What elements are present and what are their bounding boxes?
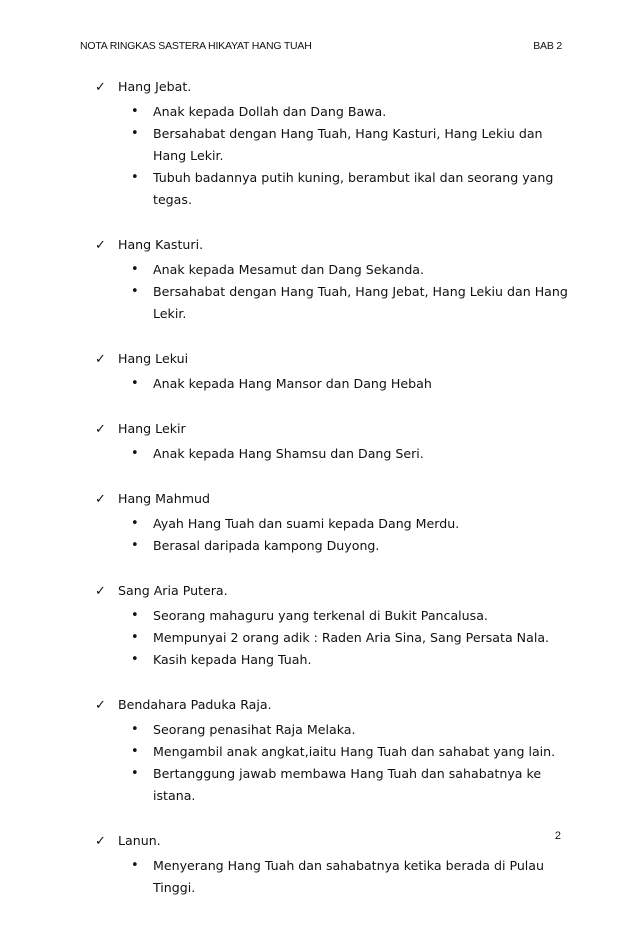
page-header	[80, 40, 562, 52]
section-title: Hang Jebat.	[118, 79, 192, 94]
bullet-item: • Anak kepada Hang Mansor dan Dang Hebah	[95, 373, 568, 395]
page-number: 2	[554, 830, 561, 842]
character-section	[95, 697, 568, 807]
character-section	[95, 351, 568, 395]
section-title-row	[95, 833, 568, 855]
section-title-row	[95, 79, 568, 101]
section-title-row	[95, 491, 568, 513]
bullet-item: • Bersahabat dengan Hang Tuah, Hang Kasturi, Hang Lekiu dan Hang Lekir.	[95, 123, 568, 167]
section-title-row	[95, 421, 568, 443]
bullet-item: • Berasal daripada kampong Duyong.	[95, 535, 568, 557]
bullet-item: • Anak kepada Dollah dan Dang Bawa.	[95, 101, 568, 123]
bullet-item: • Anak kepada Hang Shamsu dan Dang Seri.	[95, 443, 568, 465]
section-title-row	[95, 351, 568, 373]
checkmark-icon: ✓	[95, 584, 106, 599]
checkmark-icon: ✓	[95, 238, 106, 253]
bullet-list	[95, 513, 568, 557]
section-title: Hang Lekui	[118, 351, 189, 366]
bullet-list	[95, 101, 568, 211]
bullet-item: • Seorang penasihat Raja Melaka.	[95, 719, 568, 741]
bullet-item: • Bersahabat dengan Hang Tuah, Hang Jebat, Hang Lekiu dan Hang Lekir.	[95, 281, 568, 325]
bullet-list	[95, 443, 568, 465]
checkmark-icon: ✓	[95, 422, 106, 437]
bullet-item: • Anak kepada Mesamut dan Dang Sekanda.	[95, 259, 568, 281]
bullet-item: • Ayah Hang Tuah dan suami kepada Dang Merdu.	[95, 513, 568, 535]
checkmark-icon: ✓	[95, 698, 106, 713]
section-title: Hang Kasturi.	[118, 237, 204, 252]
character-section	[95, 583, 568, 671]
checkmark-icon: ✓	[95, 352, 106, 367]
bullet-list	[95, 855, 568, 899]
bullet-item: • Kasih kepada Hang Tuah.	[95, 649, 568, 671]
section-title-row	[95, 697, 568, 719]
bullet-list	[95, 259, 568, 325]
bullet-item: • Seorang mahaguru yang terkenal di Bukit Pancalusa.	[95, 605, 568, 627]
checkmark-icon: ✓	[95, 80, 106, 95]
character-section	[95, 421, 568, 465]
bullet-item: • Bertanggung jawab membawa Hang Tuah dan sahabatnya ke istana.	[95, 763, 568, 807]
bullet-list	[95, 719, 568, 807]
bullet-list	[95, 373, 568, 395]
section-title: Bendahara Paduka Raja.	[118, 697, 272, 712]
section-title: Hang Lekir	[118, 421, 186, 436]
notes-content	[95, 79, 568, 925]
header-title: NOTA RINGKAS SASTERA HIKAYAT HANG TUAH	[80, 40, 312, 52]
section-title: Lanun.	[118, 833, 161, 848]
checkmark-icon: ✓	[95, 834, 106, 849]
character-section	[95, 237, 568, 325]
section-title: Hang Mahmud	[118, 491, 210, 506]
header-chapter: BAB 2	[533, 40, 562, 52]
section-title: Sang Aria Putera.	[118, 583, 228, 598]
bullet-item: • Mempunyai 2 orang adik : Raden Aria Sina, Sang Persata Nala.	[95, 627, 568, 649]
character-section	[95, 79, 568, 211]
character-section	[95, 833, 568, 899]
section-title-row	[95, 583, 568, 605]
bullet-item: • Mengambil anak angkat,iaitu Hang Tuah dan sahabat yang lain.	[95, 741, 568, 763]
checkmark-icon: ✓	[95, 492, 106, 507]
character-section	[95, 491, 568, 557]
bullet-list	[95, 605, 568, 671]
bullet-item: • Menyerang Hang Tuah dan sahabatnya ketika berada di Pulau Tinggi.	[95, 855, 568, 899]
section-title-row	[95, 237, 568, 259]
bullet-item: • Tubuh badannya putih kuning, berambut ikal dan seorang yang tegas.	[95, 167, 568, 211]
